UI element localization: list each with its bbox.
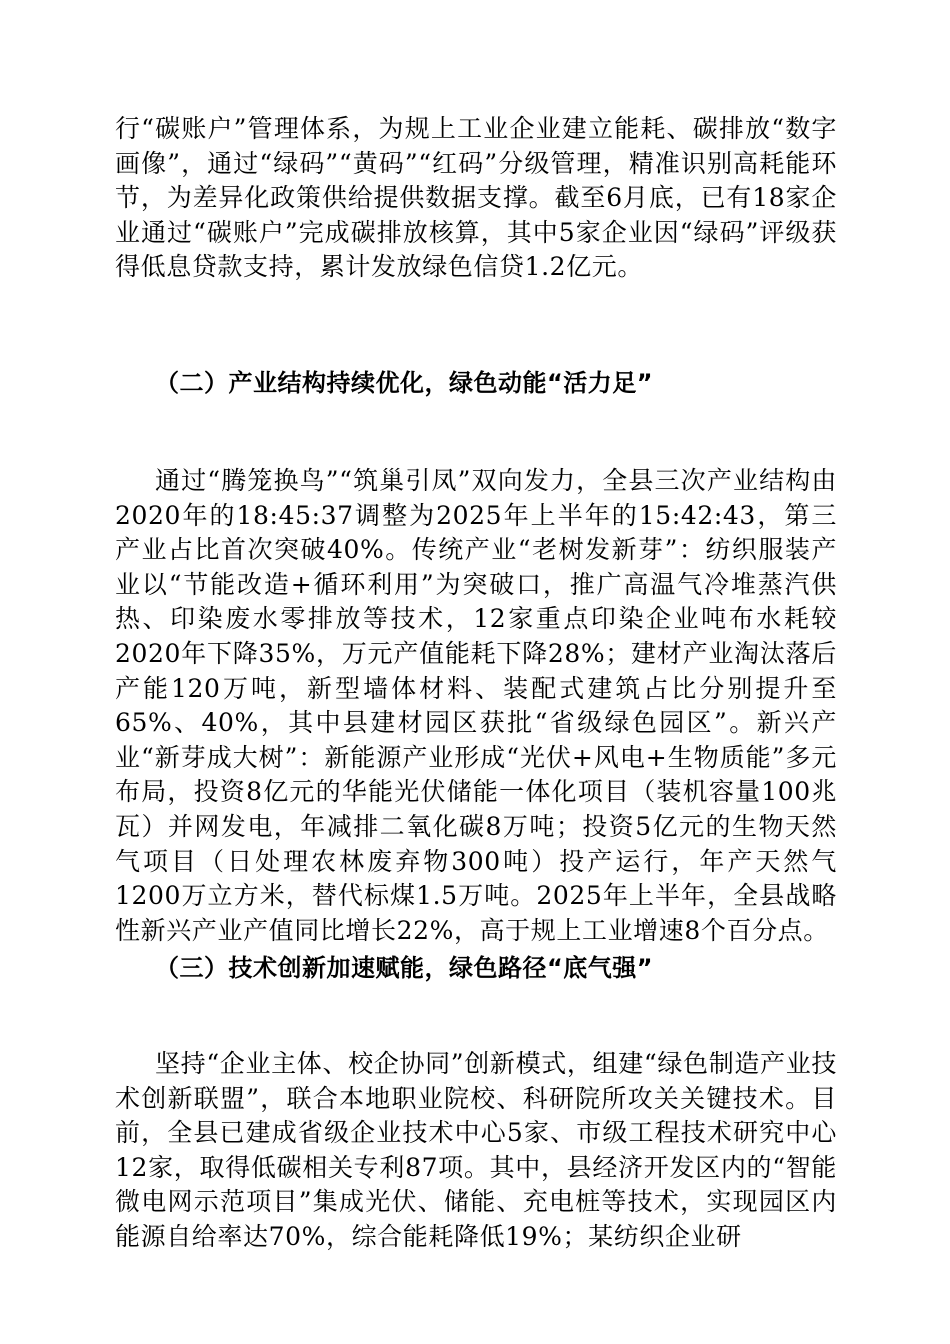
section-heading-technology-innovation: （三）技术创新加速赋能，绿色路径“底气强” bbox=[155, 954, 654, 982]
body-paragraph-industrial-structure: 通过“腾笼换鸟”“筑巢引凤”双向发力，全县三次产业结构由2020年的18:45:37调整为2025年上半年的15:42:43，第三产业占比首次突破40%。传统产业“老树发新芽”：纺织服装产业以“节能改造+循环利用”为突破口，推广高温气冷堆蒸汽供热、印染废水零排放等技术，12家重点印染企业吨布水耗较2020年下降35%，万元产值能耗下降28%；建材产业淘汰落后产能120万吨，新型墙体材料、装配式建筑占比分别提升至65%、40%，其中县建材园区获批“省级绿色园区”。新兴产业“新芽成大树”：新能源产业形成“光伏+风电+生物质能”多元布局，投资8亿元的华能光伏储能一体化项目（装机容量100兆瓦）并网发电，年减排二氧化碳8万吨；投资5亿元的生物天然气项目（日处理农林废弃物300吨）投产运行，年产天然气1200万立方米，替代标煤1.5万吨。2025年上半年，全县战略性新兴产业产值同比增长22%，高于规上工业增速8个百分点。 bbox=[115, 466, 837, 945]
section-heading-industrial-structure: （二）产业结构持续优化，绿色动能“活力足” bbox=[155, 369, 654, 397]
body-paragraph-technology-innovation: 坚持“企业主体、校企协同”创新模式，组建“绿色制造产业技术创新联盟”，联合本地职业院校、科研院所攻关关键技术。目前，全县已建成省级企业技术中心5家、市级工程技术研究中心12家，取得低碳相关专利87项。其中，县经济开发区内的“智能微电网示范项目”集成光伏、储能、充电桩等技术，实现园区内能源自给率达70%，综合能耗降低19%；某纺织企业研 bbox=[115, 1049, 837, 1251]
body-paragraph-carbon-account: 行“碳账户”管理体系，为规上工业企业建立能耗、碳排放“数字画像”，通过“绿码”“黄码”“红码”分级管理，精准识别高耗能环节，为差异化政策供给提供数据支撑。截至6月底，已有18家企业通过“碳账户”完成碳排放核算，其中5家企业因“绿码”评级获得低息贷款支持，累计发放绿色信贷1.2亿元。 bbox=[115, 114, 837, 282]
